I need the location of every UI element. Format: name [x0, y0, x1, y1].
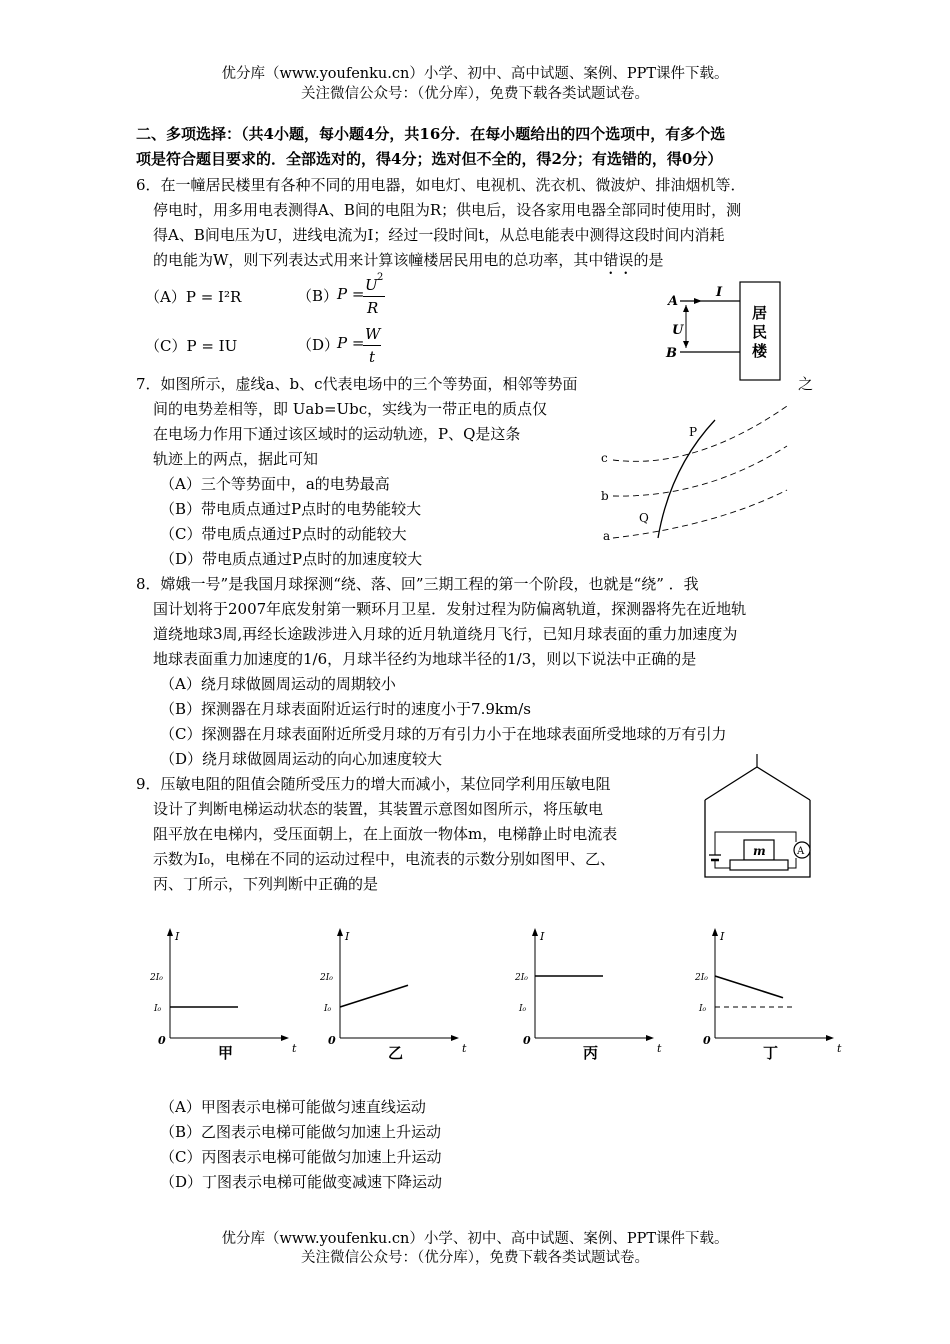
graph-4-y-arrow: [712, 928, 718, 936]
q6-line-3: 得A、B间电压为U，进线电流为I；经过一段时间t，从总电能表中测得这段时间内消耗: [153, 226, 725, 244]
q6-option-b-lhs: P =: [337, 285, 365, 303]
graph-4-origin: 0: [703, 1034, 711, 1047]
q9-mass-label: m: [753, 844, 766, 858]
graph-3-tick-2i0: 2I₀: [515, 973, 528, 983]
q7-label-c: c: [601, 451, 608, 465]
q6-fig-label-a: A: [668, 294, 679, 309]
q6-line-2: 停电时，用多用电表测得A、B间的电阻为R；供电后，设各家用电器全部同时使用时，测: [153, 201, 742, 219]
q9-line-5: 丙、丁所示，下列判断中正确的是: [153, 875, 379, 893]
graph-2-x-label: t: [462, 1042, 467, 1055]
q7-equipotential-b: [613, 446, 787, 496]
q8-line-4: 地球表面重力加速度的1/6，月球半径约为地球半径的1/3，则以下说法中正确的是: [153, 650, 697, 668]
q6-option-d-denominator: t: [369, 348, 376, 366]
graph-3-x-arrow: [646, 1035, 654, 1041]
header-line-2: 关注微信公众号：（优分库），免费下载各类试题试卷。: [301, 86, 649, 102]
q9-option-a: （A）甲图表示电梯可能做匀速直线运动: [160, 1098, 426, 1116]
graph-1-x-label: t: [292, 1042, 297, 1055]
q6-option-a: （A）P = I²R: [145, 288, 242, 306]
q8-option-a: （A）绕月球做圆周运动的周期较小: [160, 675, 396, 693]
q6-line-4: [153, 248, 663, 278]
graph-1-tick-2i0: 2I₀: [150, 973, 163, 983]
q6-option-b-denominator: R: [367, 299, 379, 317]
q6-box-char-1: 居: [752, 304, 768, 322]
q6-option-b-exponent: 2: [377, 272, 384, 283]
graph-3-title: 丙: [583, 1044, 599, 1062]
q9-line-4: 示数为I₀，电梯在不同的运动过程中，电流表的示数分别如图甲、乙、: [153, 850, 615, 868]
q6-option-d-label: （D）: [297, 336, 340, 354]
graph-3-x-label: t: [657, 1042, 662, 1055]
graph-2-origin: 0: [328, 1034, 336, 1047]
q6-option-b-numerator: U: [365, 276, 378, 294]
q8-line-2: 国计划将于2007年底发射第一颗环月卫星．发射过程为防偏离轨道，探测器将先在近地轨: [153, 600, 747, 618]
graph-2-x-arrow: [451, 1035, 459, 1041]
graph-2-title: 乙: [388, 1044, 404, 1062]
q7-option-a: （A）三个等势面中，a的电势最高: [160, 475, 390, 493]
q7-option-b: （B）带电质点通过P点时的电势能较大: [160, 500, 422, 518]
q7-line-1-end: 之: [798, 375, 814, 393]
q7-line-2: 间的电势差相等，即 Uab=Ubc，实线为一带正电的质点仅: [153, 400, 548, 418]
graph-2-series-1: [340, 985, 408, 1007]
footer-line-1: 优分库（www.youfenku.cn）小学、初中、高中试题、案例、PPT课件下载。: [221, 1231, 729, 1247]
q8-option-b: （B）探测器在月球表面附近运行时的速度小于7.9km/s: [160, 700, 531, 718]
graph-4-series-1: [715, 976, 783, 998]
q6-line-4-c: 的是: [633, 251, 664, 269]
header-line-1: 优分库（www.youfenku.cn）小学、初中、高中试题、案例、PPT课件下载。: [221, 66, 729, 82]
q8-line-1: 8．嫦娥一号”是我国月球探测“绕、落、回”三期工程的第一个阶段，也就是“绕” ．我: [136, 575, 699, 593]
q9-option-c: （C）丙图表示电梯可能做匀加速上升运动: [160, 1148, 442, 1166]
q6-emphasis-wrong: 错误: [603, 251, 634, 269]
q7-line-4: 轨迹上的两点，据此可知: [153, 450, 319, 468]
graph-1-title: 甲: [218, 1044, 234, 1062]
footer-line-2: 关注微信公众号：（优分库），免费下载各类试题试卷。: [301, 1250, 649, 1266]
q6-circuit-figure: [660, 280, 790, 385]
q6-line-1: 6．在一幢居民楼里有各种不同的用电器，如电灯、电视机、洗衣机、微波炉、排油烟机等．: [136, 176, 746, 194]
q7-field-figure: [595, 398, 800, 548]
graph-2-y-arrow: [337, 928, 343, 936]
q9-ammeter-label: A: [797, 846, 805, 857]
graph-3-tick-i0: I₀: [519, 1004, 527, 1014]
q6-voltage-arrow-up: [683, 305, 689, 312]
q6-option-d-numerator: W: [365, 325, 381, 343]
q9-elevator-figure: [700, 752, 825, 882]
q6-option-b-label: （B）: [297, 287, 339, 305]
q9-current-time-graphs: [140, 920, 850, 1070]
q7-label-a: a: [603, 529, 611, 543]
q6-current-arrow: [694, 298, 702, 304]
graph-4-title: 丁: [763, 1044, 779, 1062]
graph-2-tick-2i0: 2I₀: [320, 973, 333, 983]
q6-line-4-a: 的电能为W，则下列表达式用来计算该幢楼居民用电的总功率，其中: [153, 251, 604, 269]
q6-fig-label-i: I: [716, 285, 723, 300]
q6-box-char-3: 楼: [752, 342, 768, 360]
graph-3-y-arrow: [532, 928, 538, 936]
q7-option-c: （C）带电质点通过P点时的动能较大: [160, 525, 407, 543]
graph-1-x-arrow: [281, 1035, 289, 1041]
q6-fig-label-b: B: [666, 346, 677, 361]
q7-line-3: 在电场力作用下通过该区域时的运动轨迹，P、Q是这条: [153, 425, 521, 443]
q7-line-1: 7．如图所示，虚线a、b、c代表电场中的三个等势面，相邻等势面: [136, 375, 578, 393]
section-title-line-2: 项是符合题目要求的．全部选对的，得4分；选对但不全的，得2分；有选错的，得0分）: [136, 150, 723, 168]
q6-option-d-fraction-bar: [363, 345, 381, 346]
q9-elevator-roof: [705, 767, 810, 800]
q6-box-char-2: 民: [752, 323, 768, 341]
q9-line-1: 9．压敏电阻的阻值会随所受压力的增大而减小，某位同学利用压敏电阻: [136, 775, 611, 793]
q6-option-d-lhs: P =: [337, 334, 365, 352]
q9-line-3: 阻平放在电梯内，受压面朝上，在上面放一物体m，电梯静止时电流表: [153, 825, 618, 843]
q6-voltage-arrow-down: [683, 341, 689, 348]
q6-option-b-fraction-bar: [363, 296, 385, 297]
graph-2-y-label: I: [345, 930, 350, 943]
section-title-line-1: 二、多项选择：（共4小题，每小题4分，共16分．在每小题给出的四个选项中，有多个选: [136, 125, 726, 143]
q9-pressure-resistor: [730, 860, 788, 870]
q8-option-d: （D）绕月球做圆周运动的向心加速度较大: [160, 750, 443, 768]
q6-fig-label-u: U: [672, 323, 684, 338]
q9-option-b: （B）乙图表示电梯可能做匀加速上升运动: [160, 1123, 442, 1141]
graph-2-tick-i0: I₀: [324, 1004, 332, 1014]
q7-label-b: b: [601, 489, 609, 503]
q6-option-c: （C）P = IU: [145, 337, 238, 355]
graph-1-tick-i0: I₀: [154, 1004, 162, 1014]
graph-3-y-label: I: [540, 930, 545, 943]
q8-option-c: （C）探测器在月球表面附近所受月球的万有引力小于在地球表面所受地球的万有引力: [160, 725, 727, 743]
graph-3-origin: 0: [523, 1034, 531, 1047]
graph-4-x-label: t: [837, 1042, 842, 1055]
graph-4-tick-i0: I₀: [699, 1004, 707, 1014]
q7-label-p: P: [689, 425, 698, 439]
graph-4-y-label: I: [720, 930, 725, 943]
graph-1-origin: 0: [158, 1034, 166, 1047]
q7-label-q: Q: [639, 511, 649, 525]
graph-4-x-arrow: [826, 1035, 834, 1041]
q9-option-d: （D）丁图表示电梯可能做变减速下降运动: [160, 1173, 443, 1191]
graph-4-tick-2i0: 2I₀: [695, 973, 708, 983]
q9-line-2: 设计了判断电梯运动状态的装置，其装置示意图如图所示，将压敏电: [153, 800, 604, 818]
graph-1-y-arrow: [167, 928, 173, 936]
q7-option-d: （D）带电质点通过P点时的加速度较大: [160, 550, 423, 568]
q8-line-3: 道绕地球3周,再经长途跋涉进入月球的近月轨道绕月飞行，已知月球表面的重力加速度为: [153, 625, 738, 643]
graph-1-y-label: I: [175, 930, 180, 943]
q7-equipotential-c: [613, 406, 787, 461]
